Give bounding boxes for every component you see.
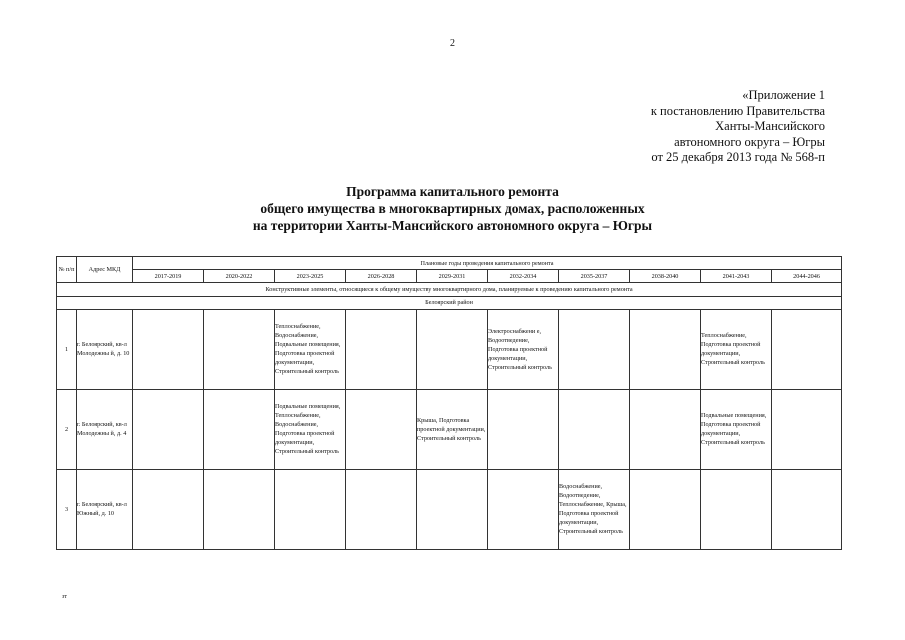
appendix-line: от 25 декабря 2013 года № 568-п xyxy=(651,150,825,164)
appendix-line: к постановлению Правительства xyxy=(650,103,825,118)
table-row xyxy=(57,469,842,549)
appendix-block xyxy=(651,88,825,166)
header-year: 2026-2028 xyxy=(346,270,417,283)
row-address: г. Белоярский, кв-л Молодежны й, д. 10 xyxy=(77,309,133,389)
header-year: 2044-2046 xyxy=(772,270,842,283)
row-cell xyxy=(133,309,204,389)
header-year: 2023-2025 xyxy=(275,270,346,283)
row-cell xyxy=(701,469,772,549)
row-cell xyxy=(559,389,630,469)
row-cell xyxy=(488,469,559,549)
table-row xyxy=(57,309,842,389)
row-cell xyxy=(204,389,275,469)
header-plan-years: Плановые годы проведения капитального ремонта xyxy=(133,257,842,270)
header-year: 2029-2031 xyxy=(417,270,488,283)
appendix-line: «Приложение 1 xyxy=(742,88,825,102)
header-year: 2041-2043 xyxy=(701,270,772,283)
appendix-line: Ханты-Мансийского xyxy=(715,119,825,133)
row-cell xyxy=(772,389,842,469)
row-cell: Водоснабжение, Водоотведение, Теплоснабжение, Крыша, Подготовка проектной документации, Строительный контроль xyxy=(559,469,630,549)
row-cell xyxy=(630,389,701,469)
page-number: 2 xyxy=(450,38,455,49)
row-cell xyxy=(772,309,842,389)
row-cell xyxy=(772,469,842,549)
row-num: 3 xyxy=(57,469,77,549)
header-year: 2020-2022 xyxy=(204,270,275,283)
row-cell xyxy=(346,389,417,469)
document-title xyxy=(0,183,905,234)
row-cell xyxy=(275,469,346,549)
header-address: Адрес МКД xyxy=(77,257,133,283)
row-cell: Электроснабжени е, Водоотведение, Подготовка проектной документации, Строительный контроль xyxy=(488,309,559,389)
header-num: № п/п xyxy=(57,257,77,283)
title-line: Программа капитального ремонта xyxy=(346,184,559,199)
footer-mark: зт xyxy=(62,594,67,600)
row-cell xyxy=(488,389,559,469)
row-cell xyxy=(133,469,204,549)
row-cell: Подвальные помещения, Подготовка проектной документации, Строительный контроль xyxy=(701,389,772,469)
header-year: 2032-2034 xyxy=(488,270,559,283)
row-cell xyxy=(346,469,417,549)
row-cell: Крыша, Подготовка проектной документации, Строительный контроль xyxy=(417,389,488,469)
row-num: 2 xyxy=(57,389,77,469)
row-cell xyxy=(417,309,488,389)
row-address: г. Белоярский, кв-л Молодежны й, д. 4 xyxy=(77,389,133,469)
appendix-line: автономного округа – Югры xyxy=(674,134,825,149)
row-cell xyxy=(204,469,275,549)
row-cell xyxy=(630,469,701,549)
header-year: 2035-2037 xyxy=(559,270,630,283)
row-cell: Теплоснабжение, Водоснабжение, Подвальные помещения, Подготовка проектной документации, Строительный контроль xyxy=(275,309,346,389)
district-band: Белоярский район xyxy=(57,296,842,309)
table-row xyxy=(57,389,842,469)
header-year: 2017-2019 xyxy=(133,270,204,283)
section-band: Конструктивные элементы, относящиеся к общему имуществу многоквартирного дома, планируемые к проведению капитального ремонта xyxy=(57,283,842,296)
row-address: г. Белоярский, кв-л Южный, д. 10 xyxy=(77,469,133,549)
row-cell xyxy=(346,309,417,389)
title-line: общего имущества в многоквартирных домах, расположенных xyxy=(260,201,645,216)
row-cell xyxy=(133,389,204,469)
row-cell xyxy=(559,309,630,389)
title-line: на территории Ханты-Мансийского автономного округа – Югры xyxy=(252,218,653,233)
row-cell: Подвальные помещения, Теплоснабжение, Водоснабжение, Подготовка проектной документации, Строительный контроль xyxy=(275,389,346,469)
row-cell xyxy=(204,309,275,389)
row-num: 1 xyxy=(57,309,77,389)
row-cell xyxy=(630,309,701,389)
row-cell xyxy=(417,469,488,549)
row-cell: Теплоснабжение, Подготовка проектной документации, Строительный контроль xyxy=(701,309,772,389)
repair-program-table xyxy=(56,256,842,550)
header-year: 2038-2040 xyxy=(630,270,701,283)
